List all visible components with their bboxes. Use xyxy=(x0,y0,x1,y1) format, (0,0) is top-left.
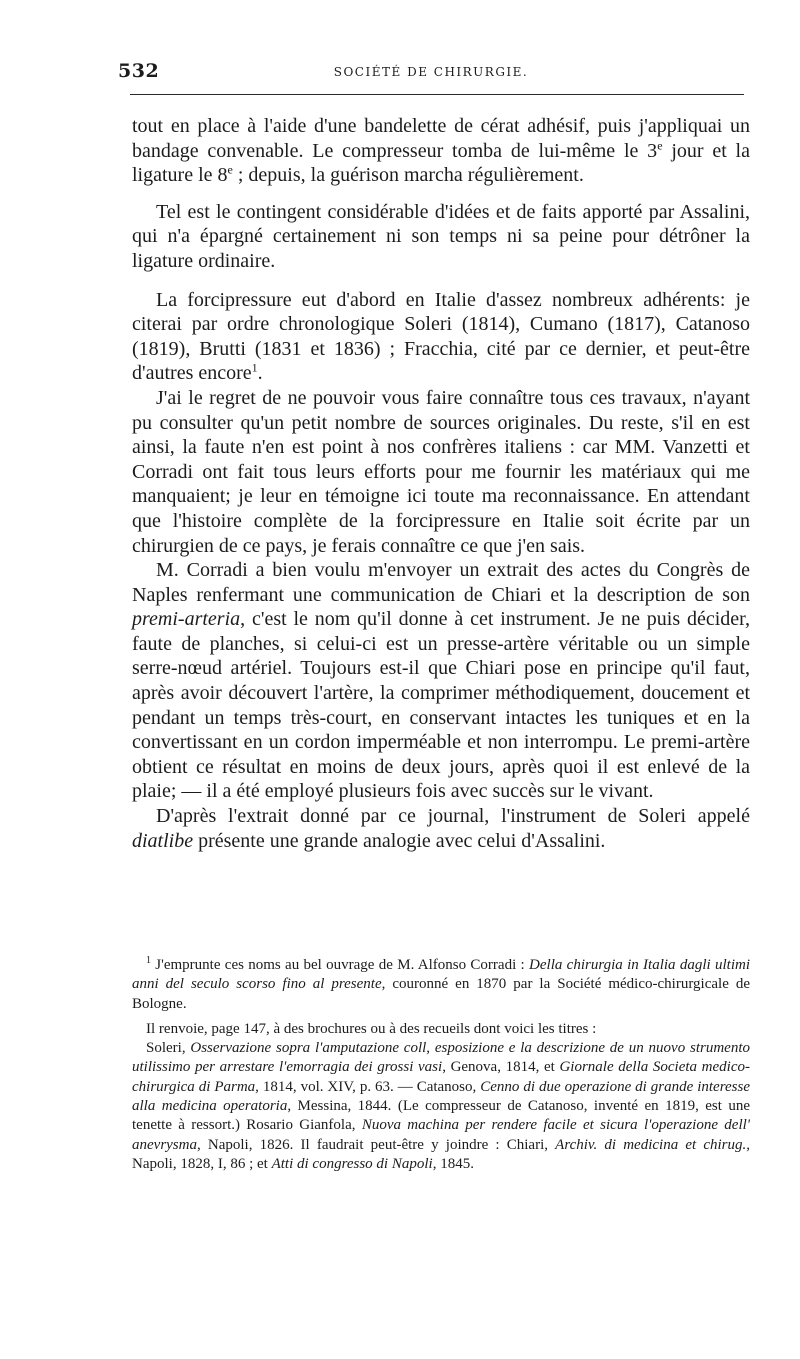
header-rule xyxy=(130,94,744,95)
footnote-ref-1[interactable]: 1 xyxy=(251,360,258,375)
paragraph-5: M. Corradi a bien voulu m'envoyer un extrait des actes du Congrès de Naples renfermant une communication de Chiari et la description de son premi-arteria, c'est le nom qu'il donne à cet instrument. Je ne puis décider, faute de planches, si celui-ci est un presse-artère véritable ou un simple serre-nœud artériel. Toujours est-il que Chiari pose en principe qu'il faut, après avoir découvert l'artère, la comprimer méthodiquement, doucement et pendant un temps très-court, en conservant intactes les tuniques et en la convertissant en un cordon imperméable et non interrompu. Le premi-artère obtient ce résultat en moins de deux jours, après quoi il est enlevé de la plaie; — il a été employé plusieurs fois avec succès sur le vivant. xyxy=(132,559,750,803)
running-title: SOCIÉTÉ DE CHIRURGIE. xyxy=(333,65,529,79)
paragraph-2: Tel est le contingent considérable d'idées et de faits apporté par Assalini, qui n'a épargné certainement ni son temps ni sa peine pour détrôner la ligature ordinaire. xyxy=(132,200,750,272)
paragraph-1: tout en place à l'aide d'une bandelette de cérat adhésif, puis j'appliquai un bandage convenable. Le compresseur tomba de lui-même le 3e jour et la ligature le 8e ; depuis, la guérison marcha régulièrement. xyxy=(132,115,750,187)
footnote-2: Il renvoie, page 147, à des brochures ou à des recueils dont voici les titres : xyxy=(146,1020,597,1037)
footnote-3: Soleri, Osservazione sopra l'amputazione coll, esposizione e la descrizione de un nuovo strumento utilissimo per arrestare l'emorragia dei grossi vasi, Genova, 1814, et Giornale della Societa medico-chirurgica di Parma, 1814, vol. XIV, p. 63. — Catanoso, Cenno di due operazione di grande interesse alla medicina operatoria, Messina, 1844. (Le compresseur de Catanoso, inventé en 1819, est une tenette à ressort.) Rosario Gianfola, Nuova machina per rendere facile et sicura l'operazione dell' anevrysma, Napoli, 1826. Il faudrait peut-être y joindre : Chiari, Archiv. di medicina et chirug., Napoli, 1828, I, 86 ; et Atti di congresso di Napoli, 1845. xyxy=(132,1040,751,1172)
main-text xyxy=(132,114,750,853)
running-header xyxy=(118,60,744,90)
paragraph-3: La forcipressure eut d'abord en Italie d'assez nombreux adhérents: je citerai par ordre chronologique Soleri (1814), Cumano (1817), Catanoso (1819), Brutti (1831 et 1836) ; Fracchia, cité par ce dernier, et peut-être d'autres encore$^1$. xyxy=(132,288,750,385)
page-number: 532 xyxy=(118,60,160,82)
footnotes xyxy=(132,956,750,1180)
paragraph-4: J'ai le regret de ne pouvoir vous faire connaître tous ces travaux, n'ayant pu consulter qu'un petit nombre de sources originales. Du reste, s'il en est ainsi, la faute n'en est point à nos confrères italiens : car MM. Vanzetti et Corradi ont fait tous leurs efforts pour me fournir les matériaux qui me manquaient; je leur en témoigne ici toute ma reconnaissance. En attendant que l'histoire complète de la forcipressure en Italie soit écrite par un chirurgien de ce pays, je ferais connaître ce que j'en sais. xyxy=(132,386,750,557)
footnote-mark: 1 xyxy=(146,955,151,966)
paragraph-6: D'après l'extrait donné par ce journal, l'instrument de Soleri appelé diatlibe présente une grande analogie avec celui d'Assalini. xyxy=(132,805,750,852)
footnote-1: $^1$ J'emprunte ces noms au bel ouvrage de M. Alfonso Corradi : Della chirurgia in Italia dagli ultimi anni del seculo scorso fino al presente, couronné en 1870 par la Société médico-chirurgicale de Bologne. xyxy=(132,955,750,1012)
